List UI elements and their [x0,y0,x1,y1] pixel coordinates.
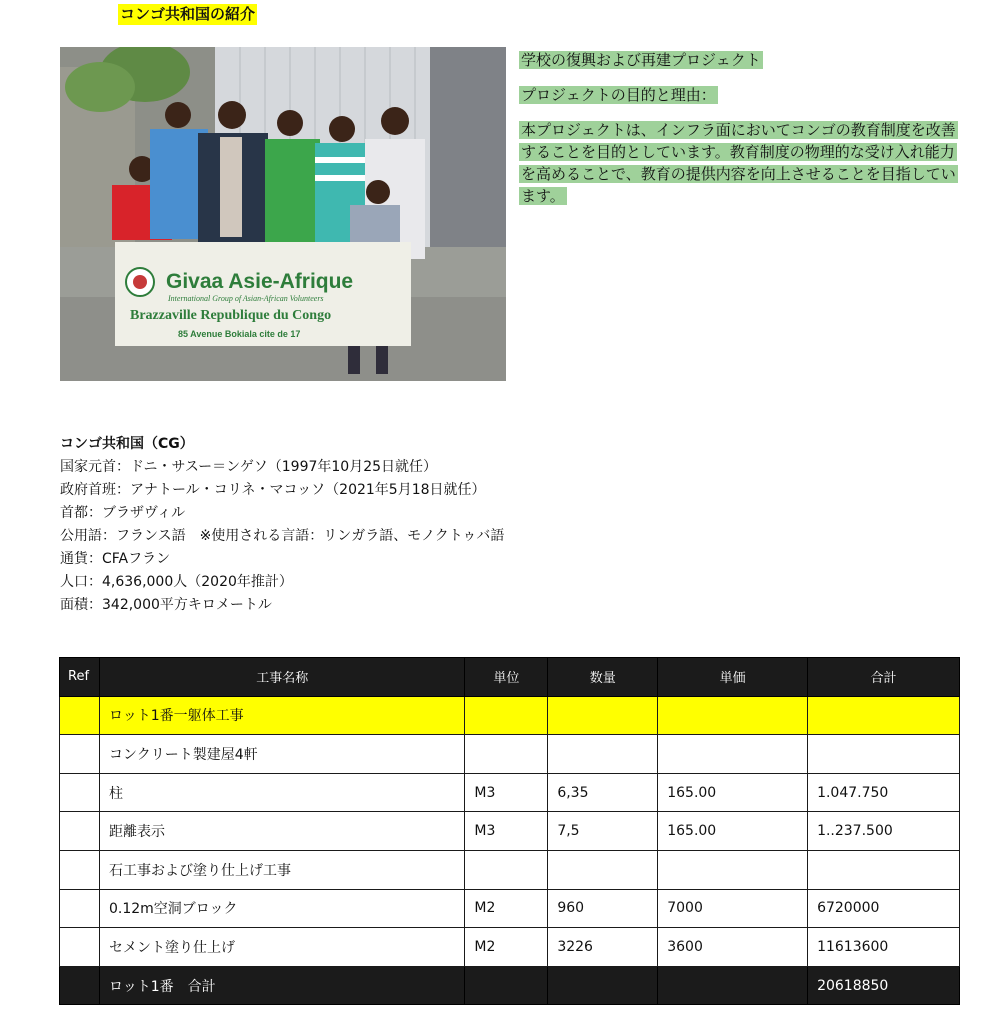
works-table [59,657,960,1005]
cell-total: 11613600 [808,928,960,967]
cell-work-name: 距離表示 [99,812,464,851]
cell-total: 1.047.750 [808,773,960,812]
cell-work-name: セメント塗り仕上げ [99,928,464,967]
header-unit: 単位 [465,658,548,697]
cell-unit-price [658,850,808,889]
cell-total [808,850,960,889]
header-total: 合計 [808,658,960,697]
sign-org-subtitle: International Group of Asian-African Volunteers [168,294,324,303]
sign-address: 85 Avenue Bokiala cite de 17 [178,329,301,339]
cell-unit [465,966,548,1005]
cell-ref [60,696,100,735]
cell-quantity [548,696,658,735]
cell-unit: M2 [465,928,548,967]
cell-total [808,696,960,735]
table-total-row [60,966,960,1005]
sign-city: Brazzaville Republique du Congo [130,308,332,323]
cell-quantity: 6,35 [548,773,658,812]
cell-quantity [548,966,658,1005]
info-head-of-state: 国家元首：ドニ・サスー＝ンゲソ（1997年10月25日就任） [60,459,438,475]
country-info [60,433,504,617]
cell-unit-price: 7000 [658,889,808,928]
table-row [60,735,960,774]
project-description: 本プロジェクトは、インフラ面においてコンゴの教育制度を改善することを目的としています。教育制度の物理的な受け入れ能力を高めることで、教育の提供内容を向上させることを目指しています。 [521,121,956,205]
group-photo [60,47,506,381]
table-row [60,850,960,889]
cell-total: 6720000 [808,889,960,928]
cell-unit-price [658,966,808,1005]
table-row [60,928,960,967]
cell-ref [60,812,100,851]
cell-unit [465,696,548,735]
cell-ref [60,735,100,774]
cell-total: 1..237.500 [808,812,960,851]
sign-org-name: Givaa Asie-Afrique [166,270,354,293]
country-name: コンゴ共和国（CG） [60,436,194,452]
cell-quantity [548,735,658,774]
header-ref: Ref [60,658,100,697]
cell-work-name: ロット1番 合計 [99,966,464,1005]
cell-quantity: 960 [548,889,658,928]
info-population: 人口：4,636,000人（2020年推計） [60,574,293,590]
info-currency: 通貨：CFAフラン [60,551,171,567]
info-capital: 首都：ブラザヴィル [60,505,186,521]
cell-quantity: 7,5 [548,812,658,851]
document-title: コンゴ共和国の紹介 [120,5,256,23]
info-area: 面積：342,000平方キロメートル [60,597,272,613]
cell-quantity: 3226 [548,928,658,967]
cell-unit-price: 165.00 [658,773,808,812]
cell-work-name: 0.12m空洞ブロック [99,889,464,928]
cell-ref [60,966,100,1005]
cell-work-name: ロット1番一躯体工事 [99,696,464,735]
cell-work-name: 柱 [99,773,464,812]
project-section [519,49,969,220]
cell-ref [60,773,100,812]
cell-total: 20618850 [808,966,960,1005]
cell-unit-price [658,696,808,735]
project-purpose-label: プロジェクトの目的と理由： [521,86,716,104]
cell-unit [465,850,548,889]
cell-unit-price: 3600 [658,928,808,967]
info-languages: 公用語：フランス語 ※使用される言語：リンガラ語、モノクトゥバ語 [60,528,505,544]
table-row [60,773,960,812]
cell-ref [60,928,100,967]
cell-unit: M2 [465,889,548,928]
cell-unit: M3 [465,812,548,851]
header-work-name: 工事名称 [99,658,464,697]
cell-ref [60,889,100,928]
cell-unit-price: 165.00 [658,812,808,851]
table-row [60,889,960,928]
info-head-of-government: 政府首班：アナトール・コリネ・マコッソ（2021年5月18日就任） [60,482,486,498]
table-row [60,812,960,851]
project-heading: 学校の復興および再建プロジェクト [521,51,761,69]
cell-ref [60,850,100,889]
cell-unit [465,735,548,774]
cell-unit-price [658,735,808,774]
table-row [60,696,960,735]
cell-total [808,735,960,774]
cell-quantity [548,850,658,889]
table-header-row [60,658,960,697]
cell-work-name: 石工事および塗り仕上げ工事 [99,850,464,889]
cell-work-name: コンクリート製建屋4軒 [99,735,464,774]
header-quantity: 数量 [548,658,658,697]
header-unit-price: 単価 [658,658,808,697]
cell-unit: M3 [465,773,548,812]
